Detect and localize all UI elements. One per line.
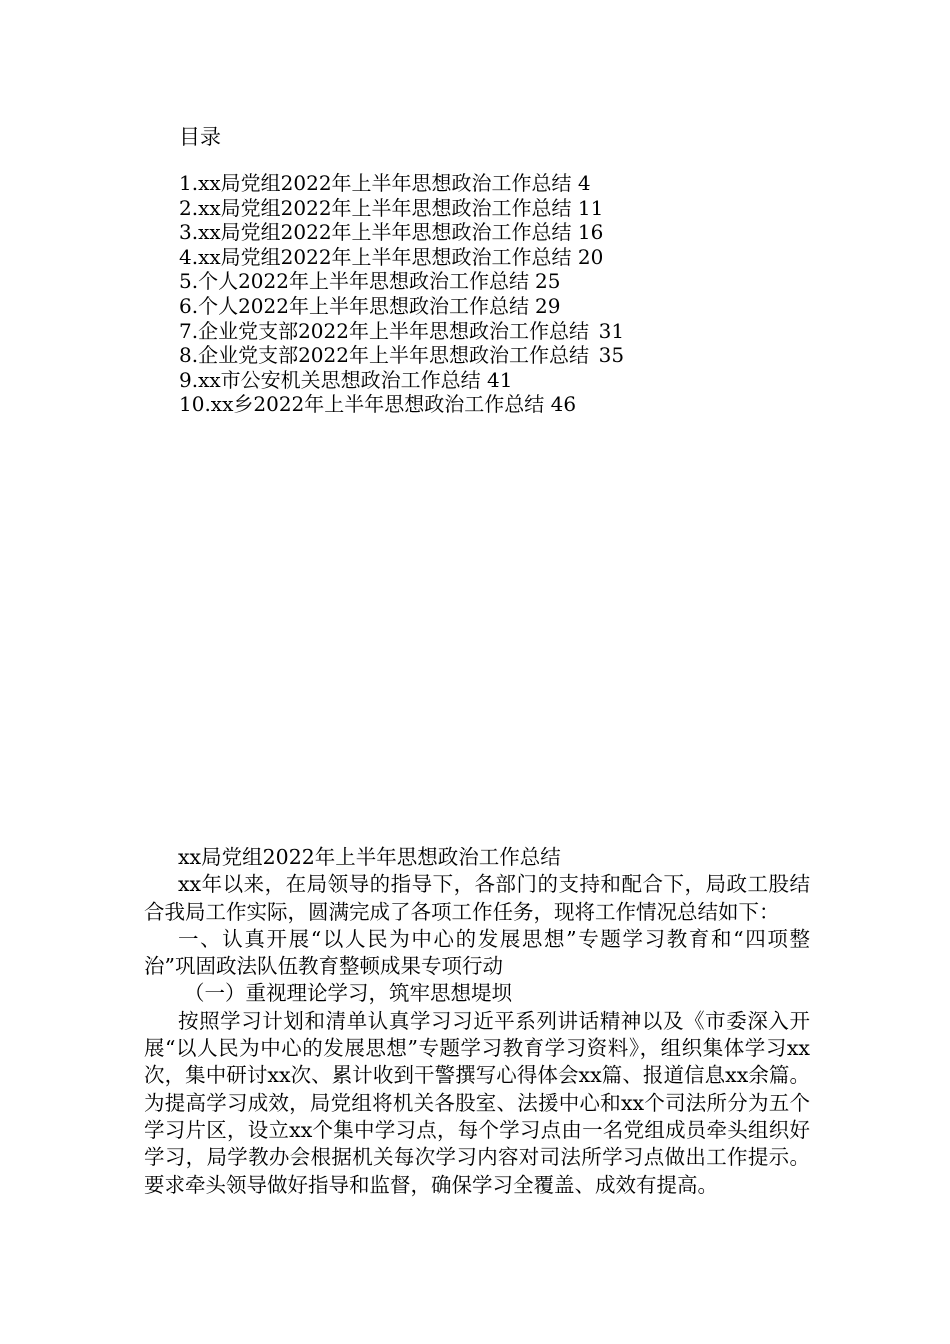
toc-entry[interactable]: 9.xx市公安机关思想政治工作总结 41 bbox=[179, 367, 513, 392]
article-title: xx局党组2022年上半年思想政治工作总结 bbox=[178, 845, 561, 869]
toc-title: 目录 bbox=[179, 125, 221, 149]
toc-entry[interactable]: 6.个人2022年上半年思想政治工作总结 29 bbox=[179, 293, 561, 318]
toc-entry[interactable]: 7.企业党支部2022年上半年思想政治工作总结 31 bbox=[179, 318, 625, 343]
toc-entry[interactable]: 10.xx乡2022年上半年思想政治工作总结 46 bbox=[179, 392, 577, 417]
toc-entry[interactable]: 3.xx局党组2022年上半年思想政治工作总结 16 bbox=[179, 220, 604, 245]
toc-entry[interactable]: 5.个人2022年上半年思想政治工作总结 25 bbox=[179, 269, 561, 294]
toc-entry[interactable]: 2.xx局党组2022年上半年思想政治工作总结 11 bbox=[179, 195, 604, 220]
intro-paragraph: xx年以来，在局领导的指导下，各部门的支持和配合下，局政工股结合我局工作实际，圆满完成了各项工作任务，现将工作情况总结如下： bbox=[144, 872, 810, 924]
table-of-contents bbox=[179, 171, 624, 417]
body-paragraph: 按照学习计划和清单认真学习习近平系列讲话精神以及《市委深入开展“以人民为中心的发展思想”专题学习教育学习资料》，组织集体学习xx次，集中研讨xx次、累计收到干警撰写心得体会xx篇、报道信息xx余篇。为提高学习成效，局党组将机关各股室、法援中心和xx个司法所分为五个学习片区，设立xx个集中学习点，每个学习点由一名党组成员牵头组织好学习，局学教办会根据机关每次学习内容对司法所学习点做出工作提示。要求牵头领导做好指导和监督，确保学习全覆盖、成效有提高。 bbox=[144, 1008, 810, 1197]
toc-entry[interactable]: 4.xx局党组2022年上半年思想政治工作总结 20 bbox=[179, 244, 604, 269]
toc-entry[interactable]: 1.xx局党组2022年上半年思想政治工作总结 4 bbox=[179, 171, 591, 195]
toc-entry[interactable]: 8.企业党支部2022年上半年思想政治工作总结 35 bbox=[179, 343, 625, 368]
article-body bbox=[144, 844, 810, 1199]
section-heading: 一、认真开展“以人民为中心的发展思想”专题学习教育和“四项整治”巩固政法队伍教育整顿成果专项行动 bbox=[144, 926, 810, 979]
subsection-heading: （一）重视理论学习，筑牢思想堤坝 bbox=[184, 981, 512, 1006]
